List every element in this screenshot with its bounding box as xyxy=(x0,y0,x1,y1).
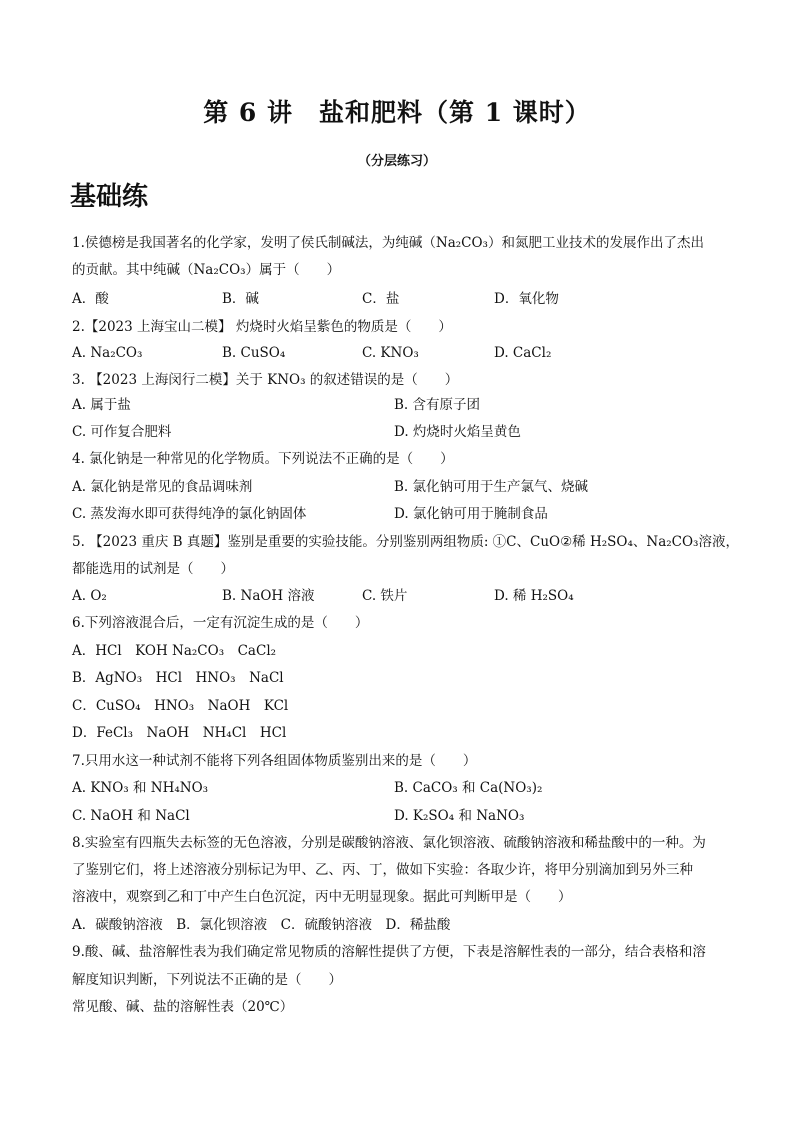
option-item: C．盐 xyxy=(362,291,400,307)
text-line: 5. 【2023 重庆 B 真题】鉴别是重要的实验技能。分别鉴别两组物质: ①C、CuO②稀 H₂SO₄、Na₂CO₃溶液， xyxy=(72,534,739,550)
option-item: B. 含有原子团 xyxy=(394,397,481,413)
text-line: 2.【2023 上海宝山二模】 灼烧时火焰呈紫色的物质是（ ） xyxy=(72,319,452,335)
text-line: 8.实验室有四瓶失去标签的无色溶液，分别是碳酸钠溶液、氯化钡溶液、硫酸钠溶液和稀盐酸中的一种。为 xyxy=(72,835,706,851)
text-line: D．FeCl₃ NaOH NH₄Cl HCl xyxy=(72,725,287,741)
option-item: A. Na₂CO₃ xyxy=(72,345,143,361)
option-item: D. 氯化钠可用于腌制食品 xyxy=(394,506,548,522)
option-item: D. 灼烧时火焰呈黄色 xyxy=(394,424,521,440)
text-line: 溶液中，观察到乙和丁中产生白色沉淀，丙中无明显现象。据此可判断甲是（ ） xyxy=(72,889,572,905)
option-item: C. NaOH 和 NaCl xyxy=(72,808,190,824)
option-item: A. 氯化钠是常见的食品调味剂 xyxy=(72,479,253,495)
text-line: A．碳酸钠溶液 B．氯化钡溶液 C．硫酸钠溶液 D．稀盐酸 xyxy=(72,917,451,933)
text-line: 解度知识判断，下列说法不正确的是（ ） xyxy=(72,972,342,988)
text-line: B．AgNO₃ HCl HNO₃ NaCl xyxy=(72,670,284,686)
option-item: C. 铁片 xyxy=(362,588,408,604)
option-item: A. KNO₃ 和 NH₄NO₃ xyxy=(72,780,209,796)
option-item: D. K₂SO₄ 和 NaNO₃ xyxy=(394,808,525,824)
text-line: 都能选用的试剂是（ ） xyxy=(72,561,234,577)
option-item: A. 属于盐 xyxy=(72,397,131,413)
text-line: C．CuSO₄ HNO₃ NaOH KCl xyxy=(72,698,289,714)
text-line: 1.侯德榜是我国著名的化学家，发明了侯氏制碱法，为纯碱（Na₂CO₃）和氮肥工业技术的发展作出了杰出 xyxy=(72,235,704,251)
option-item: C. KNO₃ xyxy=(362,345,419,361)
text-line: 7.只用水这一种试剂不能将下列各组固体物质鉴别出来的是（ ） xyxy=(72,753,477,769)
option-item: D. CaCl₂ xyxy=(494,345,552,361)
option-item: B．碱 xyxy=(222,291,259,307)
page-title: 第 6 讲 盐和肥料（第 1 课时） xyxy=(203,98,591,127)
page-subtitle: （分层练习） xyxy=(357,154,436,169)
text-line: 的贡献。其中纯碱（Na₂CO₃）属于（ ） xyxy=(72,262,341,278)
option-item: C. 可作复合肥料 xyxy=(72,424,172,440)
text-line: 了鉴别它们，将上述溶液分别标记为甲、乙、丙、丁，做如下实验：各取少许，将甲分别滴加到另外三种 xyxy=(72,862,693,878)
option-item: B. CaCO₃ 和 Ca(NO₃)₂ xyxy=(394,780,543,796)
option-item: A．酸 xyxy=(72,291,109,307)
text-line: 常见酸、碱、盐的溶解性表（20℃） xyxy=(72,999,294,1015)
option-item: D. 稀 H₂SO₄ xyxy=(494,588,574,604)
text-line: 3. 【2023 上海闵行二模】关于 KNO₃ 的叙述错误的是（ ） xyxy=(72,372,459,388)
text-line: 6.下列溶液混合后，一定有沉淀生成的是（ ） xyxy=(72,615,369,631)
text-line: 9.酸、碱、盐溶解性表为我们确定常见物质的溶解性提供了方便，下表是溶解性表的一部分，结合表格和溶 xyxy=(72,944,706,960)
option-item: B. CuSO₄ xyxy=(222,345,286,361)
option-item: B. 氯化钠可用于生产氯气、烧碱 xyxy=(394,479,589,495)
text-line: A．HCl KOH Na₂CO₃ CaCl₂ xyxy=(72,643,277,659)
option-item: D．氧化物 xyxy=(494,291,559,307)
section-heading: 基础练 xyxy=(70,182,149,212)
option-item: A. O₂ xyxy=(72,588,107,604)
option-item: C. 蒸发海水即可获得纯净的氯化钠固体 xyxy=(72,506,307,522)
text-line: 4. 氯化钠是一种常见的化学物质。下列说法不正确的是（ ） xyxy=(72,451,454,467)
option-item: B. NaOH 溶液 xyxy=(222,588,315,604)
